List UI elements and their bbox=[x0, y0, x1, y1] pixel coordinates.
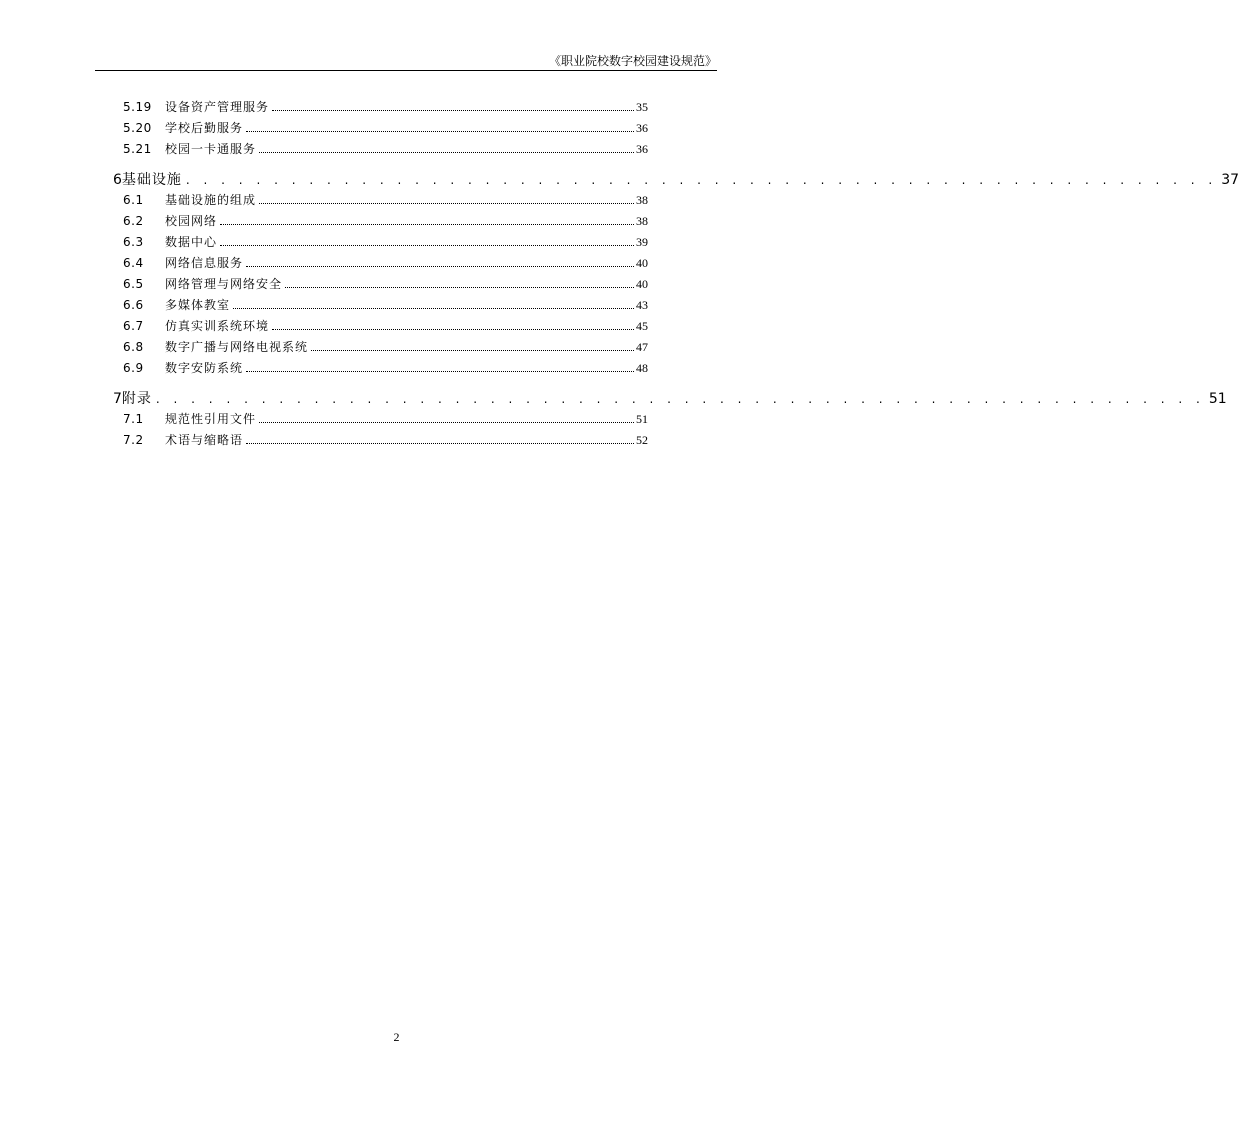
toc-entry-title: 数字广播与网络电视系统 bbox=[165, 340, 309, 354]
dot-leader bbox=[246, 130, 634, 132]
toc-chapter-number: 7 bbox=[113, 391, 122, 407]
dot-leader bbox=[285, 286, 634, 288]
toc-entry-title: 多媒体教室 bbox=[165, 298, 231, 312]
toc-entry-number: 6.9 bbox=[123, 361, 144, 375]
toc-entry-6-7[interactable] bbox=[123, 317, 648, 335]
toc-entry-6-8[interactable] bbox=[123, 338, 648, 356]
toc-entry-title: 数据中心 bbox=[165, 235, 218, 249]
toc-entry-page: 40 bbox=[636, 256, 648, 270]
toc-entry-5-21[interactable] bbox=[123, 140, 648, 158]
toc-entry-number: 6.6 bbox=[123, 298, 144, 312]
toc-entry-number: 6.7 bbox=[123, 319, 144, 333]
toc-entry-6-1[interactable] bbox=[123, 191, 648, 209]
toc-entry-title: 数字安防系统 bbox=[165, 361, 244, 375]
dot-leader bbox=[233, 307, 634, 309]
toc-entry-page: 38 bbox=[636, 193, 648, 207]
toc-entry-page: 47 bbox=[636, 340, 648, 354]
toc-chapter-page: 51 bbox=[1208, 391, 1227, 407]
toc-chapter-page: 37 bbox=[1221, 172, 1239, 188]
toc-entry-page: 38 bbox=[636, 214, 648, 228]
dot-leader bbox=[272, 328, 634, 330]
dot-leader bbox=[246, 370, 634, 372]
toc-entry-title: 规范性引用文件 bbox=[165, 412, 257, 426]
toc-entry-title: 仿真实训系统环境 bbox=[165, 319, 270, 333]
toc-entry-number: 6.2 bbox=[123, 214, 144, 228]
toc-entry-6-6[interactable] bbox=[123, 296, 648, 314]
toc-entry-page: 36 bbox=[636, 142, 648, 156]
toc-entry-title: 校园网络 bbox=[165, 214, 218, 228]
toc-entry-6-5[interactable] bbox=[123, 275, 648, 293]
dot-leader: . . . . . . . . . . . . . . . . . . . . . . . . . . . . . . . . . . . . . . . . . . . . . . . . . . . . . . . . . . . . bbox=[155, 392, 1205, 406]
toc-chapter-title: 附录 bbox=[121, 391, 152, 407]
dot-leader bbox=[220, 244, 634, 246]
toc-entry-6-3[interactable] bbox=[123, 233, 648, 251]
toc-entry-title: 网络信息服务 bbox=[165, 256, 244, 270]
dot-leader bbox=[246, 442, 634, 444]
running-header: 《职业院校数字校园建设规范》 bbox=[548, 54, 717, 68]
toc-entry-number: 7.1 bbox=[123, 412, 144, 426]
toc-entry-5-19[interactable] bbox=[123, 98, 648, 116]
toc-entry-page: 40 bbox=[636, 277, 648, 291]
dot-leader bbox=[259, 151, 634, 153]
dot-leader: . . . . . . . . . . . . . . . . . . . . . . . . . . . . . . . . . . . . . . . . . . . . . . . . . . . . . . . . . . . bbox=[185, 173, 1218, 187]
toc-chapter-title: 基础设施 bbox=[121, 172, 182, 188]
dot-leader bbox=[259, 421, 634, 423]
toc-entry-7-1[interactable] bbox=[123, 410, 648, 428]
toc-entry-5-20[interactable] bbox=[123, 119, 648, 137]
toc-entry-title: 设备资产管理服务 bbox=[165, 100, 270, 114]
toc-entry-title: 基础设施的组成 bbox=[165, 193, 257, 207]
toc-chapter-6[interactable] bbox=[113, 169, 1239, 189]
dot-leader bbox=[246, 265, 634, 267]
dot-leader bbox=[311, 349, 634, 351]
page-number: 2 bbox=[393, 1030, 400, 1044]
toc-entry-title: 网络管理与网络安全 bbox=[165, 277, 283, 291]
toc-entry-6-2[interactable] bbox=[123, 212, 648, 230]
toc-entry-page: 45 bbox=[636, 319, 648, 333]
toc-entry-number: 6.4 bbox=[123, 256, 144, 270]
toc-entry-page: 36 bbox=[636, 121, 648, 135]
dot-leader bbox=[259, 202, 634, 204]
toc-entry-page: 51 bbox=[636, 412, 648, 426]
toc-entry-title: 学校后勤服务 bbox=[165, 121, 244, 135]
toc-entry-number: 6.3 bbox=[123, 235, 144, 249]
toc-entry-number: 6.5 bbox=[123, 277, 144, 291]
toc-chapter-7[interactable] bbox=[113, 388, 1227, 408]
toc-entry-page: 43 bbox=[636, 298, 648, 312]
toc-entry-number: 6.8 bbox=[123, 340, 144, 354]
toc-entry-page: 48 bbox=[636, 361, 648, 375]
toc-entry-number: 7.2 bbox=[123, 433, 144, 447]
toc-entry-6-4[interactable] bbox=[123, 254, 648, 272]
dot-leader bbox=[220, 223, 634, 225]
toc-entry-title: 校园一卡通服务 bbox=[165, 142, 257, 156]
toc-entry-6-9[interactable] bbox=[123, 359, 648, 377]
toc-entry-page: 35 bbox=[636, 100, 648, 114]
toc-entry-number: 5.20 bbox=[123, 121, 152, 135]
dot-leader bbox=[272, 109, 634, 111]
toc-entry-7-2[interactable] bbox=[123, 431, 648, 449]
toc-entry-page: 52 bbox=[636, 433, 648, 447]
toc-entry-number: 5.21 bbox=[123, 142, 152, 156]
toc-entry-number: 6.1 bbox=[123, 193, 144, 207]
toc-chapter-number: 6 bbox=[113, 172, 122, 188]
toc-entry-page: 39 bbox=[636, 235, 648, 249]
toc-entry-title: 术语与缩略语 bbox=[165, 433, 244, 447]
toc-entry-number: 5.19 bbox=[123, 100, 152, 114]
